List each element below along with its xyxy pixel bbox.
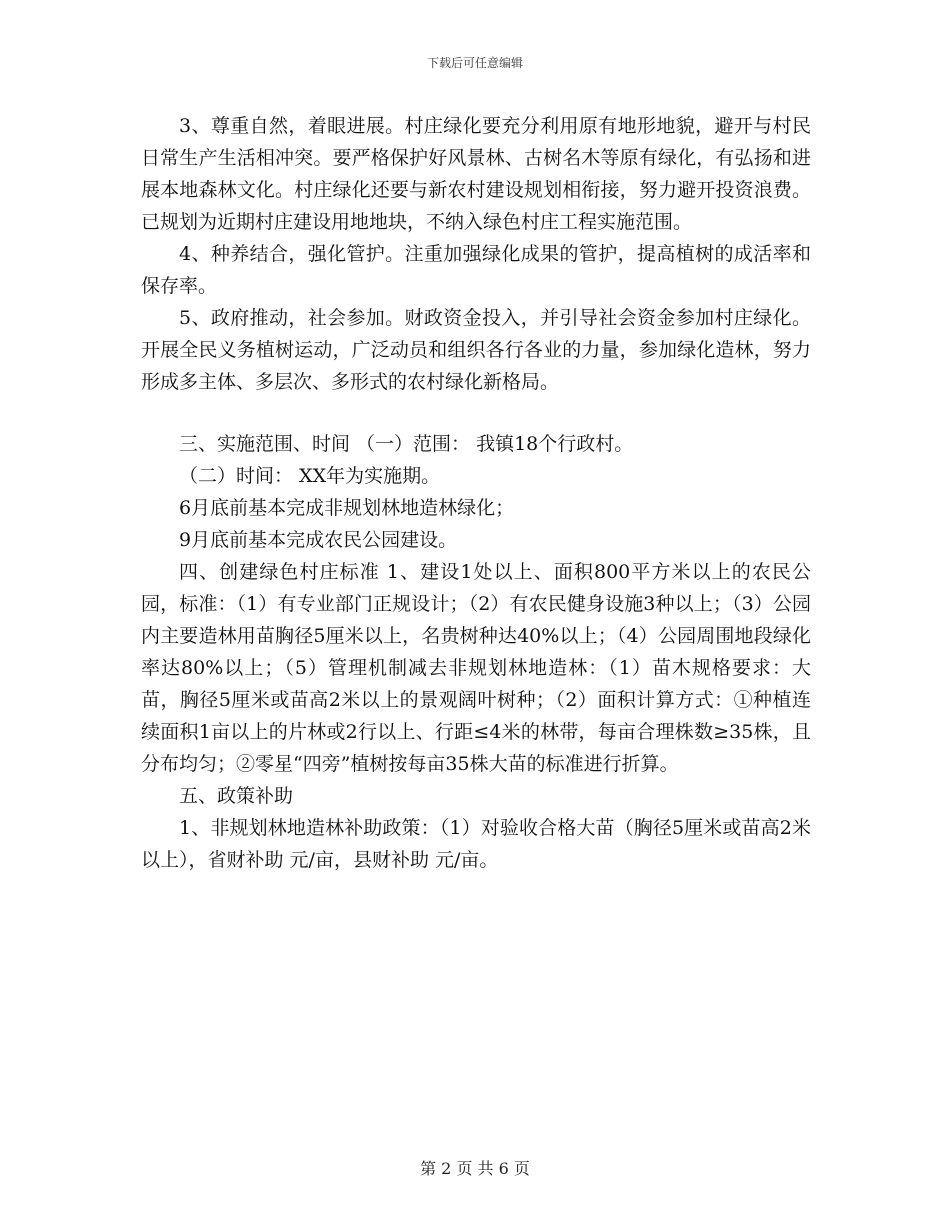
paragraph-subsidy: 1、非规划林地造林补助政策：（1）对验收合格大苗（胸径5厘米或苗高2米以上），省财补助 元/亩，县财补助 元/亩。 — [141, 817, 811, 871]
document-body — [141, 110, 811, 876]
paragraph-deadline-september: 9月底前基本完成农民公园建设。 — [179, 529, 458, 551]
page-number: 第 2 页 共 6 页 — [420, 1159, 530, 1178]
paragraph-standards: 四、创建绿色村庄标准 1、建设1处以上、面积800平方米以上的农民公园，标准：（1）有专业部门正规设计；（2）有农民健身设施3种以上；（3）公园内主要造林用苗胸径5厘米以上，名贵树种达40%以上；（4）公园周围地段绿化率达80%以上；（5）管理机制减去非规划林地造林：（1）苗木规格要求：大苗，胸径5厘米或苗高2米以上的景观阔叶树种；（2）面积计算方式：①种植连续面积1亩以上的片林或2行以上、行距≤4米的林带，每亩合理株数≥35株，且分布均匀；②零星“四旁”植树按每亩35株大苗的标准进行折算。 — [141, 561, 811, 775]
paragraph-time: （二）时间： XX年为实施期。 — [179, 465, 441, 487]
paragraph-principle-5: 5、政府推动，社会参加。财政资金投入，并引导社会资金参加村庄绿化。开展全民义务植树运动，广泛动员和组织各行各业的力量，参加绿化造林，努力形成多主体、多层次、多形式的农村绿化新格局。 — [141, 307, 811, 393]
section-heading-policy: 五、政策补助 — [179, 785, 294, 807]
paragraph-principle-4: 4、种养结合，强化管护。注重加强绿化成果的管护，提高植树的成活率和保存率。 — [141, 243, 811, 297]
section-spacer — [141, 398, 811, 428]
page-header: 下载后可任意编辑 — [426, 56, 523, 70]
paragraph-principle-3: 3、尊重自然，着眼进展。村庄绿化要充分利用原有地形地貌，避开与村民日常生产生活相冲突。要严格保护好风景林、古树名木等原有绿化，有弘扬和进展本地森林文化。村庄绿化还要与新农村建设规划相衔接，努力避开投资浪费。已规划为近期村庄建设用地地块，不纳入绿色村庄工程实施范围。 — [141, 115, 811, 233]
paragraph-deadline-june: 6月底前基本完成非规划林地造林绿化； — [179, 497, 515, 519]
section-heading-scope: 三、实施范围、时间 （一）范围： 我镇18个行政村。 — [179, 433, 634, 455]
